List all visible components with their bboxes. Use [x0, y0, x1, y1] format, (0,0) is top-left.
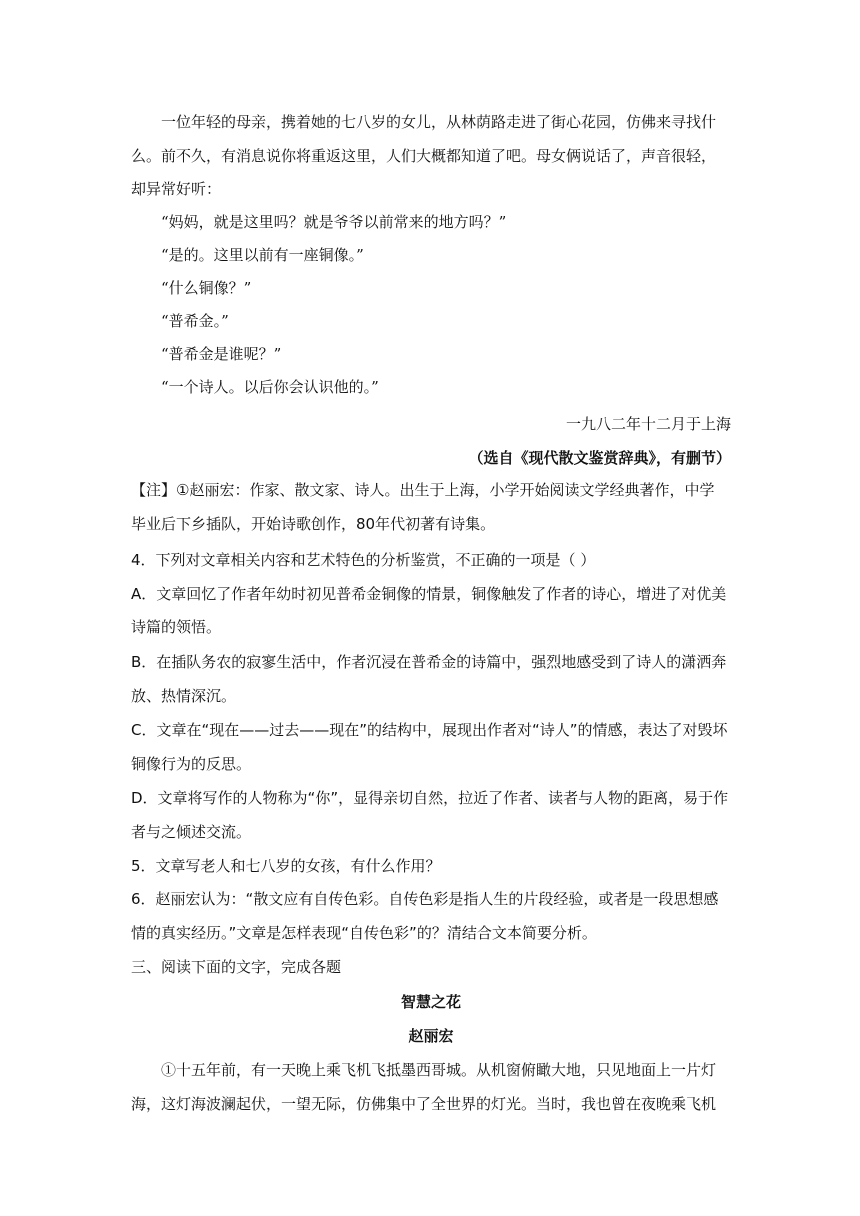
article-author: 赵丽宏 — [408, 1027, 454, 1045]
option-d-line1: D．文章将写作的人物称为“你”，显得亲切自然，拉近了作者、读者与人物的距离，易于作 — [131, 789, 729, 807]
dialogue-line: “什么铜像？” — [161, 279, 252, 297]
dialogue-line: “一个诗人。以后你会认识他的。” — [161, 378, 379, 396]
passage-line: 么。前不久，有消息说你将重返这里，人们大概都知道了吧。母女俩说话了，声音很轻， — [131, 147, 717, 165]
note-line: 毕业后下乡插队，开始诗歌创作，80年代初著有诗集。 — [131, 515, 496, 533]
option-c-line1: C．文章在“现在——过去——现在”的结构中，展现出作者对“诗人”的情感，表达了对毁坏 — [131, 721, 728, 739]
question-4: 4．下列对文章相关内容和艺术特色的分析鉴赏，不正确的一项是（ ） — [131, 551, 596, 569]
option-d-line2: 者与之倾述交流。 — [131, 823, 252, 841]
article-line: 海，这灯海波澜起伏，一望无际，仿佛集中了全世界的灯光。当时，我也曾在夜晚乘飞机 — [131, 1095, 717, 1113]
passage-line: 却异常好听： — [131, 180, 222, 198]
passage-source: （选自《现代散文鉴赏辞典》，有删节） — [468, 449, 731, 467]
option-a-line1: A．文章回忆了作者年幼时初见普希金铜像的情景，铜像触发了作者的诗心，增进了对优美 — [131, 585, 727, 603]
passage-line: 一位年轻的母亲，携着她的七八岁的女儿，从林荫路走进了街心花园，仿佛来寻找什 — [161, 113, 717, 131]
note-line: 【注】①赵丽宏：作家、散文家、诗人。出生于上海，小学开始阅读文学经典著作，中学 — [131, 481, 715, 499]
option-b-line2: 放、热情深沉。 — [131, 687, 237, 705]
section-heading: 三、阅读下面的文字，完成各题 — [131, 958, 342, 976]
dialogue-line: “普希金。” — [161, 312, 229, 330]
article-line: ①十五年前，有一天晚上乘飞机飞抵墨西哥城。从机窗俯瞰大地，只见地面上一片灯 — [161, 1061, 717, 1079]
dialogue-line: “妈妈，就是这里吗？就是爷爷以前常来的地方吗？” — [161, 213, 507, 231]
question-6-line2: 情的真实经历。”文章是怎样表现“自传色彩”的？清结合文本简要分析。 — [131, 924, 597, 942]
question-6-line1: 6．赵丽宏认为：“散文应有自传色彩。自传色彩是指人生的片段经验，或者是一段思想感 — [131, 890, 719, 908]
option-b-line1: B．在插队务农的寂寥生活中，作者沉浸在普希金的诗篇中，强烈地感受到了诗人的潇洒奔 — [131, 653, 727, 671]
option-c-line2: 铜像行为的反思。 — [131, 755, 252, 773]
dialogue-line: “普希金是谁呢？” — [161, 345, 282, 363]
dialogue-line: “是的。这里以前有一座铜像。” — [161, 246, 364, 264]
question-5: 5．文章写老人和七八岁的女孩，有什么作用？ — [131, 857, 441, 875]
article-title: 智慧之花 — [400, 993, 461, 1011]
option-a-line2: 诗篇的领悟。 — [131, 618, 222, 636]
passage-date: 一九八二年十二月于上海 — [565, 415, 731, 433]
